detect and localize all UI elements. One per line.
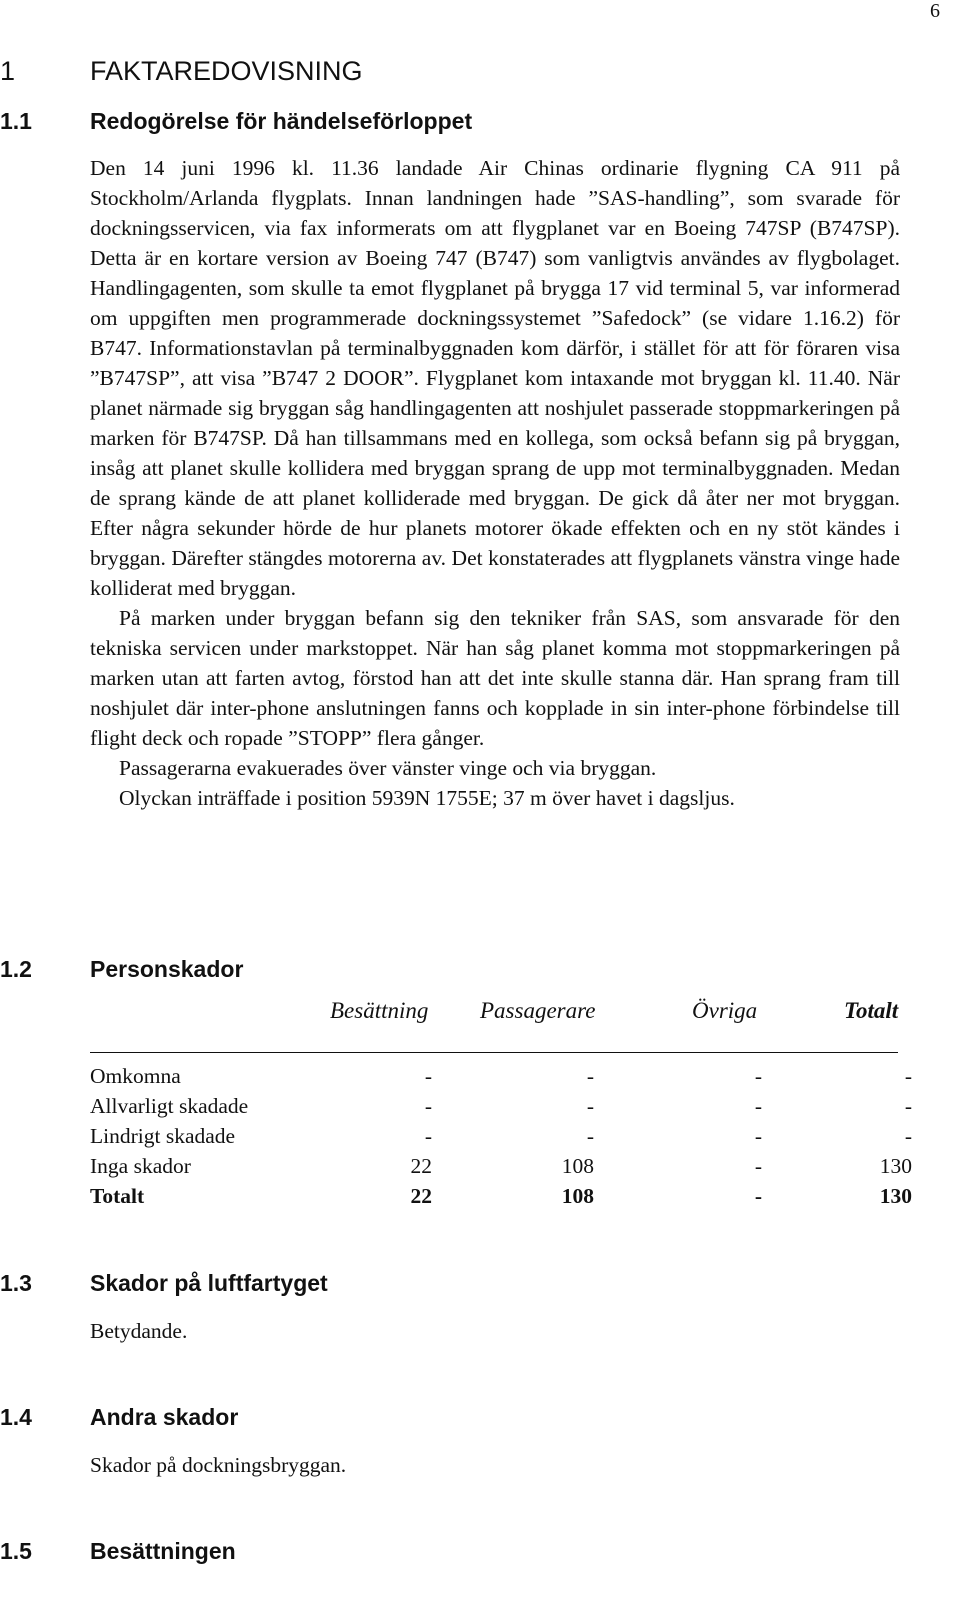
subsection-heading-1-4 [0, 1404, 238, 1431]
subsection-heading-1-5 [0, 1538, 236, 1565]
cell: - [904, 1124, 912, 1148]
cell: - [586, 1064, 594, 1088]
cell: - [904, 1094, 912, 1118]
subsection-number: 1.4 [0, 1404, 32, 1430]
cell: 108 [561, 1154, 594, 1178]
cell: - [424, 1124, 432, 1148]
cell: - [754, 1184, 762, 1208]
paragraph: Skador på dockningsbryggan. [90, 1453, 347, 1477]
column-header: Övriga [692, 998, 758, 1023]
paragraph: På marken under bryggan befann sig den tekniker från SAS, som ansvarade för den tekniska servicen under markstoppet. När han såg planet komma mot stoppmarkeringen på marken utan att farten avtog, förstod han att det inte skulle stanna där. Han sprang fram till noshjulet där inter-phone anslutningen fanns och kopplade in sin inter-phone förbindelse till flight deck och ropade ”STOPP” flera gånger. [90, 606, 900, 750]
subsection-number: 1.1 [0, 108, 32, 134]
subsection-title: Skador på luftfartyget [90, 1270, 328, 1296]
row-label: Totalt [90, 1184, 145, 1208]
subsection-heading-1-1 [0, 108, 472, 135]
section-heading-1 [0, 56, 363, 87]
aircraft-damage-text [90, 1316, 900, 1346]
cell: - [586, 1124, 594, 1148]
table-total-row [90, 1181, 912, 1211]
subsection-number: 1.2 [0, 956, 32, 982]
table-rule [90, 1052, 898, 1053]
cell: - [586, 1094, 594, 1118]
cell: - [754, 1124, 762, 1148]
subsection-heading-1-2 [0, 956, 243, 983]
table-row [90, 1091, 912, 1121]
row-label: Omkomna [90, 1064, 181, 1088]
cell: - [754, 1064, 762, 1088]
subsection-title: Personskador [90, 956, 244, 982]
subsection-title: Redogörelse för händelseförloppet [90, 108, 473, 134]
cell: - [754, 1094, 762, 1118]
section-number: 1 [0, 56, 16, 86]
cell: - [424, 1094, 432, 1118]
cell: 22 [410, 1154, 432, 1178]
cell: - [424, 1064, 432, 1088]
event-description [90, 153, 900, 813]
cell: - [754, 1154, 762, 1178]
row-label: Lindrigt skadade [90, 1124, 236, 1148]
cell: 108 [561, 1184, 594, 1208]
page-number: 6 [930, 0, 940, 22]
cell: 130 [879, 1184, 912, 1208]
paragraph: Den 14 juni 1996 kl. 11.36 landade Air Chinas ordinarie flygning CA 911 på Stockholm/Arlanda flygplats. Innan landningen hade ”SAS-handling”, som svarade för dockningsservicen, via fax informerats om att flygplanet var en Boeing 747SP (B747SP). Detta är en kortare version av Boeing 747 (B747) som vanligtvis användes av flygbolaget. Handlingagenten, som skulle ta emot flygplanet på brygga 17 vid terminal 5, var informerad om uppgiften men programmerade dockningssystemet ”Safedock” (se vidare 1.16.2) för B747. Informationstavlan på terminalbyggnaden kom därför, i stället för att för föraren visa ”B747SP”, att visa ”B747 2 DOOR”. Flygplanet kom intaxande mot bryggan kl. 11.40. När planet närmade sig bryggan såg handlingagenten att noshjulet passerade stoppmarkeringen på marken för B747SP. Då han tillsammans med en kollega, som också befann sig på bryggan, insåg att planet skulle kollidera med bryggan sprang de upp mot terminalbyggnaden. Medan de sprang kände de att planet kolliderade med bryggan. De gick då åter ner mot bryggan. Efter några sekunder hörde de hur planets motorer ökade effekten och en ny stöt kändes i bryggan. Därefter stängdes motorerna av. Det konstaterades att flygplanets vänstra vinge hade kolliderat med bryggan. [90, 156, 900, 600]
cell: 130 [879, 1154, 912, 1178]
table-row [90, 1151, 912, 1181]
other-damage-text [90, 1450, 900, 1480]
subsection-title: Andra skador [90, 1404, 239, 1430]
paragraph: Betydande. [90, 1319, 188, 1343]
subsection-heading-1-3 [0, 1270, 328, 1297]
row-label: Inga skador [90, 1154, 191, 1178]
paragraph: Olyckan inträffade i position 5939N 1755E; 37 m över havet i dagsljus. [119, 786, 735, 810]
subsection-number: 1.5 [0, 1538, 32, 1564]
subsection-title: Besättningen [90, 1538, 236, 1564]
section-title: FAKTAREDOVISNING [90, 56, 363, 86]
subsection-number: 1.3 [0, 1270, 32, 1296]
cell: 22 [410, 1184, 432, 1208]
paragraph: Passagerarna evakuerades över vänster vinge och via bryggan. [119, 756, 657, 780]
cell: - [904, 1064, 912, 1088]
column-header: Passagerare [480, 998, 596, 1023]
row-label: Allvarligt skadade [90, 1094, 249, 1118]
column-header: Totalt [844, 998, 899, 1023]
injury-table-header [90, 998, 900, 1028]
table-row [90, 1121, 912, 1151]
table-row [90, 1061, 912, 1091]
column-header: Besättning [330, 998, 429, 1023]
